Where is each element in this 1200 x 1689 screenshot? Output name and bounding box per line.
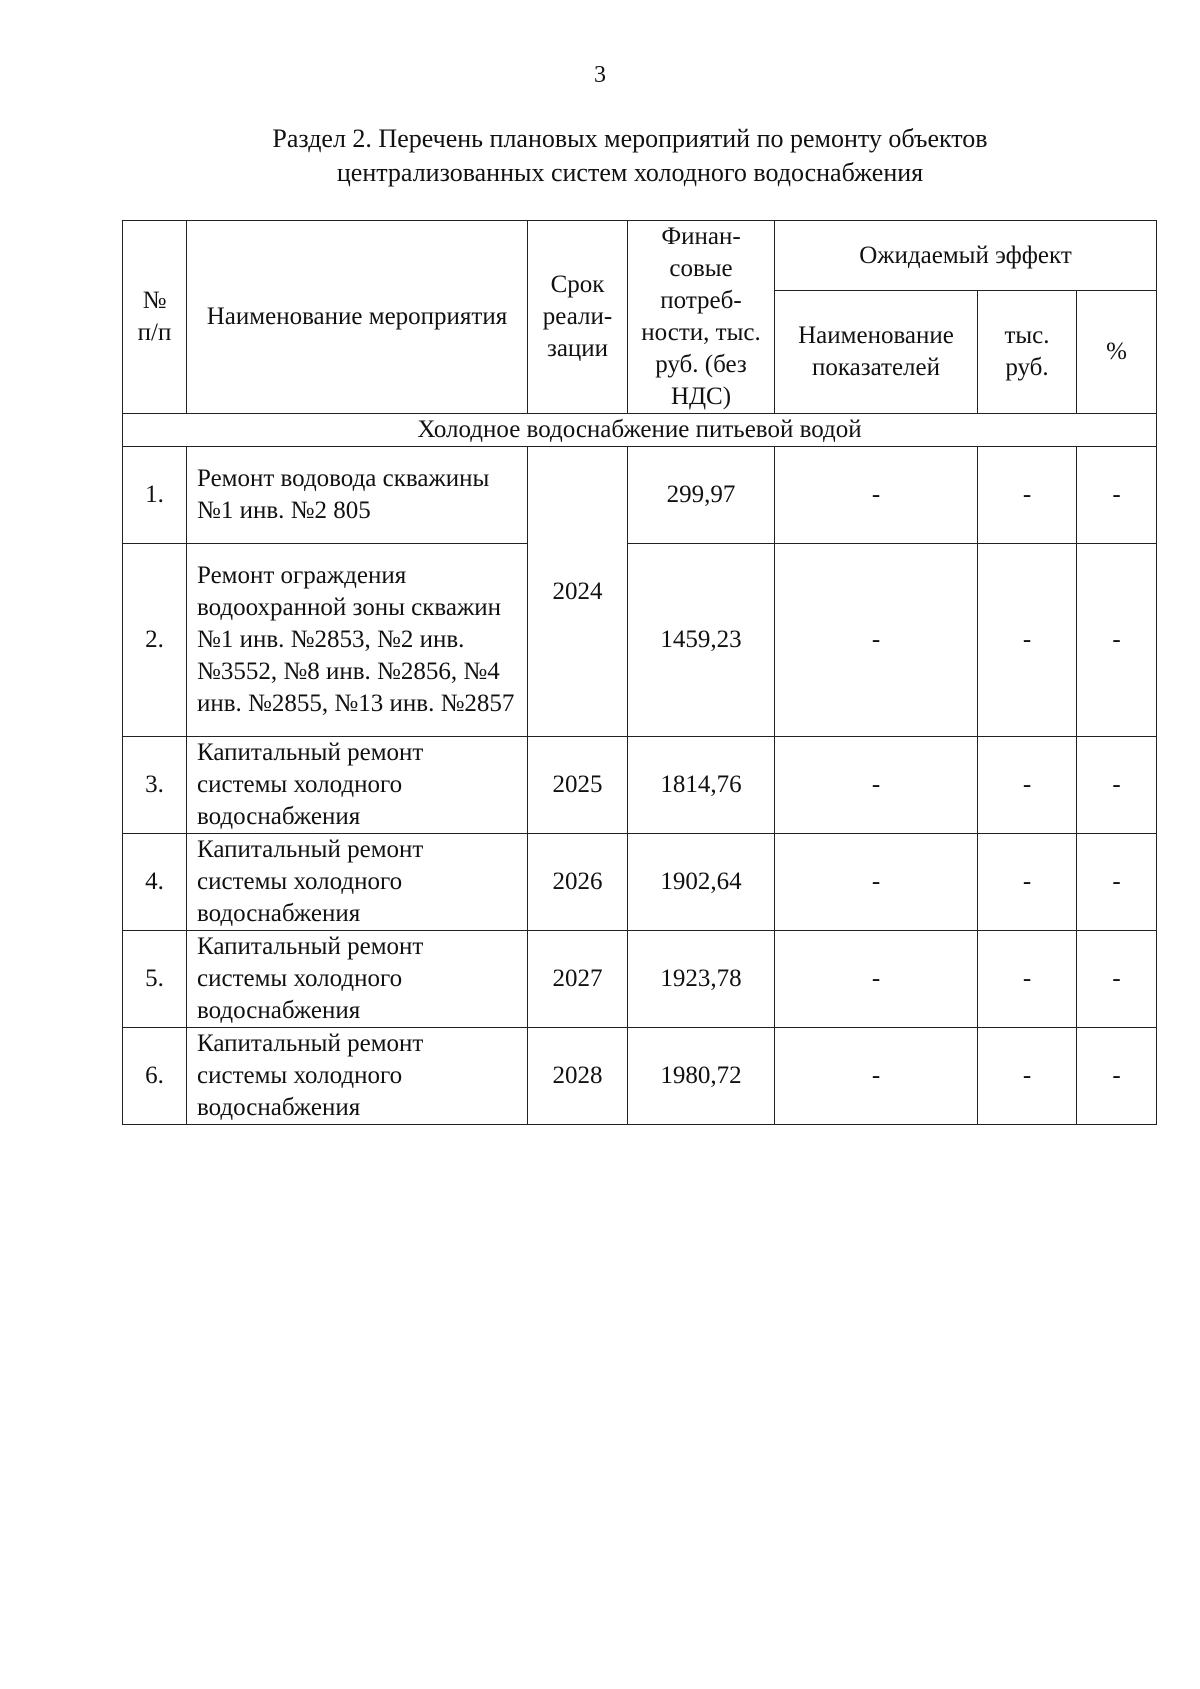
- section-title: [230, 122, 1030, 190]
- row-indicators: -: [775, 447, 978, 544]
- row-num: 4.: [123, 834, 187, 931]
- header-name: Наименование мероприятия: [187, 221, 528, 414]
- table-row: [123, 931, 1157, 1028]
- table-row: [123, 834, 1157, 931]
- row-percent: -: [1077, 931, 1157, 1028]
- row-term: 2026: [528, 834, 628, 931]
- row-percent: -: [1077, 544, 1157, 737]
- row-name: Капитальный ремонт системы холодного водоснабжения: [187, 834, 528, 931]
- row-indicators: -: [775, 931, 978, 1028]
- row-finance: 1459,23: [628, 544, 775, 737]
- row-term: 2025: [528, 737, 628, 834]
- row-finance: 1814,76: [628, 737, 775, 834]
- row-percent: -: [1077, 834, 1157, 931]
- row-percent: -: [1077, 1028, 1157, 1125]
- row-thousand-rub: -: [978, 931, 1077, 1028]
- header-term: Срок реали- зации: [528, 221, 628, 414]
- header-finance: Финан- совые потреб- ности, тыс. руб. (без НДС): [628, 221, 775, 414]
- row-name: Капитальный ремонт системы холодного водоснабжения: [187, 737, 528, 834]
- row-indicators: -: [775, 544, 978, 737]
- header-thousand-rub: тыс. руб.: [978, 291, 1077, 414]
- row-term: 2027: [528, 931, 628, 1028]
- table-row: [123, 1028, 1157, 1125]
- row-thousand-rub: -: [978, 737, 1077, 834]
- measures-table: [122, 220, 1157, 1125]
- title-line-1: Раздел 2. Перечень плановых мероприятий по ремонту объектов: [272, 124, 988, 153]
- row-num: 5.: [123, 931, 187, 1028]
- row-indicators: -: [775, 1028, 978, 1125]
- title-line-2: централизованных систем холодного водоснабжения: [336, 158, 924, 187]
- row-term: 2024: [528, 447, 628, 737]
- row-name: Ремонт водовода скважины №1 инв. №2 805: [187, 447, 528, 544]
- row-indicators: -: [775, 737, 978, 834]
- row-name: Капитальный ремонт системы холодного водоснабжения: [187, 1028, 528, 1125]
- row-name: Капитальный ремонт системы холодного водоснабжения: [187, 931, 528, 1028]
- row-indicators: -: [775, 834, 978, 931]
- row-percent: -: [1077, 447, 1157, 544]
- header-effect: Ожидаемый эффект: [775, 221, 1157, 291]
- row-num: 3.: [123, 737, 187, 834]
- table-row: [123, 737, 1157, 834]
- row-finance: 1923,78: [628, 931, 775, 1028]
- table-section-row: [123, 414, 1157, 447]
- row-thousand-rub: -: [978, 544, 1077, 737]
- header-indicators: Наименование показателей: [775, 291, 978, 414]
- row-num: 1.: [123, 447, 187, 544]
- row-thousand-rub: -: [978, 447, 1077, 544]
- row-percent: -: [1077, 737, 1157, 834]
- row-thousand-rub: -: [978, 834, 1077, 931]
- page-number: 3: [594, 62, 606, 88]
- row-num: 2.: [123, 544, 187, 737]
- row-thousand-rub: -: [978, 1028, 1077, 1125]
- row-num: 6.: [123, 1028, 187, 1125]
- row-finance: 299,97: [628, 447, 775, 544]
- table-row: [123, 544, 1157, 737]
- section-heading: Холодное водоснабжение питьевой водой: [123, 414, 1157, 447]
- header-percent: %: [1077, 291, 1157, 414]
- row-finance: 1902,64: [628, 834, 775, 931]
- table-row: [123, 447, 1157, 544]
- row-name: Ремонт ограждения водоохранной зоны скважин №1 инв. №2853, №2 инв. №3552, №8 инв. №2856, №4 инв. №2855, №13 инв. №2857: [187, 544, 528, 737]
- row-finance: 1980,72: [628, 1028, 775, 1125]
- row-term: 2028: [528, 1028, 628, 1125]
- header-num: № п/п: [123, 221, 187, 414]
